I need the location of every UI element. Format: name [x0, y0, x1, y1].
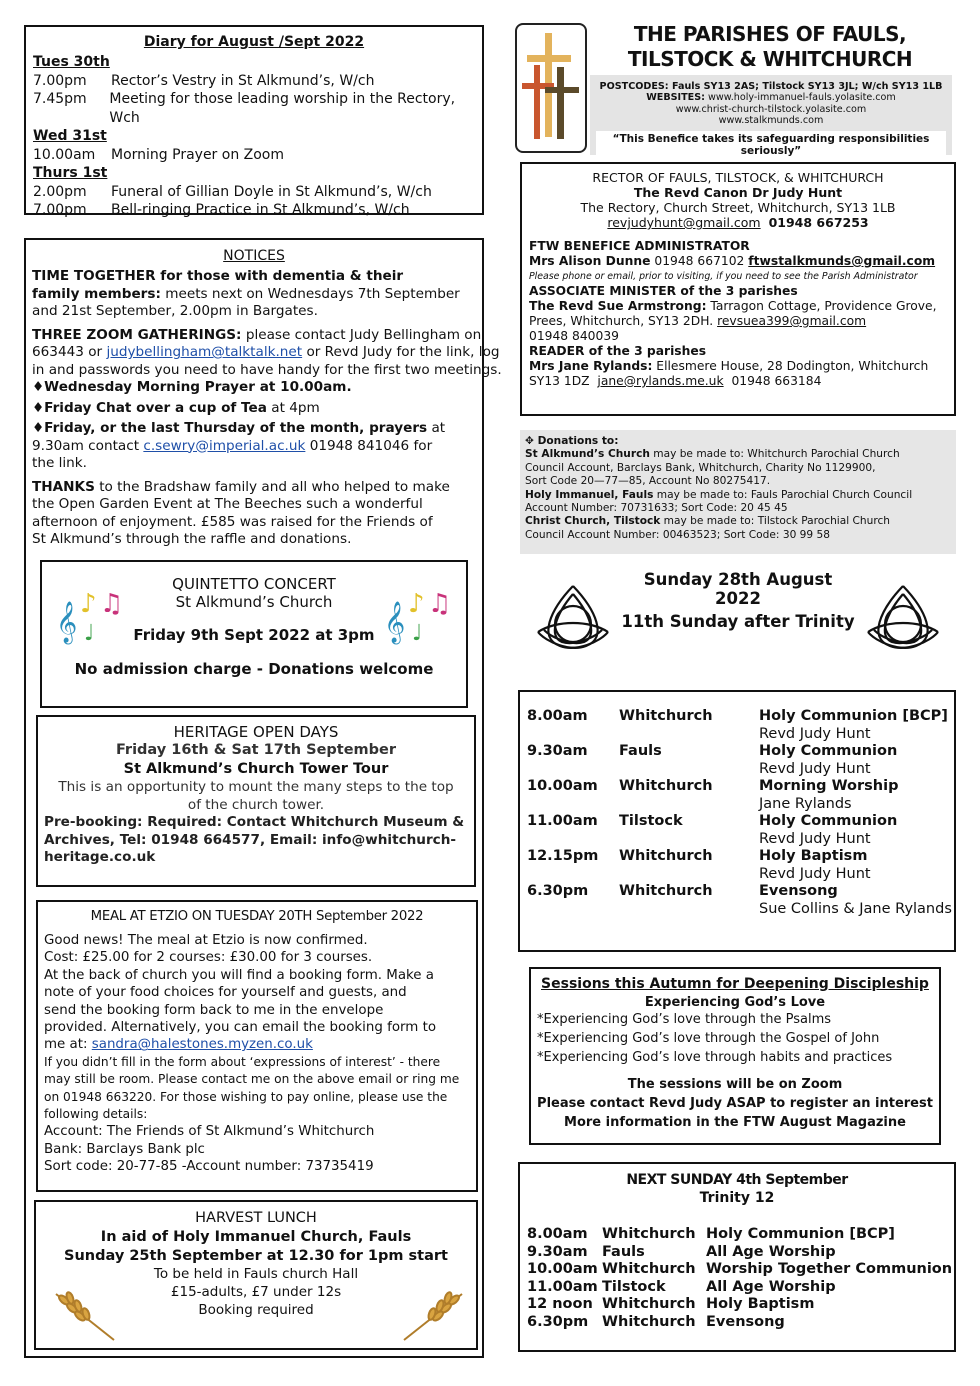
heritage-title: HERITAGE OPEN DAYS: [173, 723, 339, 741]
donations-line: Account Number: 70731633; Sort Code: 20 45 45: [525, 502, 788, 515]
meal-line: note of your food choices for yourself and guests, and: [44, 985, 407, 1001]
diary-entry: [33, 183, 482, 202]
harvest-box: [34, 1200, 478, 1350]
notice-line: the link.: [32, 455, 87, 471]
notice-text: at: [427, 420, 446, 436]
svg-text:♩: ♩: [412, 621, 423, 646]
websites-line: [590, 92, 952, 104]
notice-line: [32, 286, 502, 304]
church-name: Christ Church, Tilstock: [525, 515, 661, 528]
notice-text: at 10.00am.: [254, 379, 352, 395]
associate-address: Prees, Whitchurch, SY13 2DH.: [529, 314, 714, 328]
notice-line: TIME TOGETHER for those with dementia & their: [32, 268, 404, 284]
session-item: *Experiencing God’s love through habits and practices: [537, 1050, 893, 1065]
notice-line: afternoon of enjoyment. £585 was raised for the Friends of: [32, 513, 433, 530]
diamond-bullet-icon: ✥: [525, 435, 534, 447]
concert-title: QUINTETTO CONCERT: [172, 575, 336, 593]
meal-line: provided. Alternatively, you can email the booking form to: [44, 1020, 437, 1036]
diary-text: Morning Prayer on Zoom: [111, 146, 285, 163]
heritage-event: St Alkmund’s Church Tower Tour: [123, 761, 389, 777]
next-service-time: 8.00am: [527, 1226, 588, 1242]
service-leader: Sue Collins & Jane Rylands: [759, 900, 952, 917]
heritage-desc: of the church tower.: [187, 796, 325, 813]
notice-bold: ♦Wednesday Morning Prayer: [32, 379, 255, 395]
harvest-cause: In aid of Holy Immanuel Church, Fauls: [100, 1229, 412, 1245]
diary-text: Rector’s Vestry in St Alkmund’s, W/ch: [111, 72, 375, 89]
next-service-name: All Age Worship: [706, 1278, 836, 1295]
notice-line: the Open Garden Event at The Beeches such a wonderful: [32, 496, 423, 512]
svg-text:𝄞: 𝄞: [56, 602, 78, 643]
svg-text:♪: ♪: [80, 589, 97, 619]
church-name: St Alkmund’s Church: [525, 448, 650, 461]
notice-text: meets next on Wednesdays 7th September: [160, 285, 460, 302]
service-leader: Revd Judy Hunt: [759, 865, 871, 882]
admin-line: [529, 254, 954, 269]
next-service-name: Worship Together Communion: [706, 1261, 953, 1278]
svg-text:♫: ♫: [428, 589, 452, 619]
next-service-place: Tilstock: [602, 1278, 666, 1295]
meal-line: Sort code: 20-77-85 -Account number: 73735419: [44, 1159, 374, 1175]
donations-text: may be made to: Tilstock Parochial Church: [660, 515, 891, 528]
svg-text:♪: ♪: [408, 589, 425, 619]
crosses-logo-icon: [515, 23, 587, 153]
notice-text: 9.30am contact: [32, 437, 144, 454]
meal-box: [36, 900, 478, 1192]
reader-name: Mrs Jane Rylands:: [529, 359, 653, 373]
associate-name: The Revd Sue Armstrong:: [529, 299, 707, 313]
service-leader: Jane Rylands: [759, 795, 852, 812]
heritage-booking: Archives, Tel: 01948 664577, Email: info@whitchurch-: [44, 831, 457, 848]
reader-address: SY13 1DZ: [529, 374, 590, 388]
service-name: Evensong: [759, 883, 838, 899]
meal-line: At the back of church you will find a booking form. Make a: [44, 967, 435, 983]
concert-date: Friday 9th Sept 2022 at 3pm: [133, 626, 375, 644]
service-name: Holy Communion [BCP]: [759, 708, 948, 724]
diary-time: 10.00am: [33, 146, 96, 163]
diary-box: [24, 25, 484, 218]
service-row: [527, 708, 959, 726]
diary-day: Thurs 1st: [33, 165, 108, 181]
service-place: Whitchurch: [619, 848, 713, 864]
meal-line: Account: The Friends of St Alkmund’s Whitchurch: [44, 1124, 375, 1140]
svg-text:♩: ♩: [84, 621, 95, 646]
meal-line: If you didn’t fill in the form about ‘expressions of interest’ - there: [44, 1054, 441, 1069]
notice-text: 01948 841046 for: [305, 437, 433, 454]
next-service-name: Holy Communion [BCP]: [706, 1226, 895, 1242]
notice-line: in and passwords you need to have handy for the first two meetings.: [32, 361, 502, 378]
donations-line: Council Account Number: 00463523; Sort Code: 30 99 58: [525, 528, 831, 541]
sewry-email-link[interactable]: c.sewry@imperial.ac.uk: [143, 437, 306, 454]
notice-text: please contact Judy Bellingham on: [241, 326, 482, 343]
meal-line: Cost: £25.00 for 2 courses: £30.00 for 3 courses.: [44, 950, 373, 966]
sessions-box: [529, 967, 941, 1145]
associate-email-link[interactable]: revsuea399@gmail.com: [717, 314, 867, 328]
harvest-price: £15-adults, £7 under 12s: [170, 1284, 342, 1300]
header-title-line1: THE PARISHES OF FAULS,: [633, 22, 907, 46]
diary-time: 7.00pm: [33, 202, 87, 218]
notice-line: and 21st September, 2.00pm in Bargates.: [32, 303, 318, 319]
websites-label: WEBSITES:: [646, 92, 705, 103]
service-place: Whitchurch: [619, 778, 713, 794]
service-name: Holy Baptism: [759, 848, 868, 864]
safeguarding-statement: “This Benefice takes its safeguarding responsibilities seriously”: [596, 131, 946, 159]
donations-heading-text: Donations to:: [537, 435, 619, 447]
diary-list: [33, 53, 482, 220]
service-name: Holy Communion: [759, 813, 898, 829]
sessions-subtitle: Experiencing God’s Love: [644, 995, 826, 1010]
sessions-footer-line: More information in the FTW August Magazine: [564, 1115, 906, 1130]
service-row: [527, 883, 959, 901]
next-service-place: Whitchurch: [602, 1226, 696, 1242]
next-service-name: All Age Worship: [706, 1243, 836, 1260]
notice-line: [32, 344, 502, 362]
diary-day: Tues 30th: [33, 54, 110, 70]
next-service-time: 12 noon: [527, 1296, 593, 1313]
next-sunday-title: NEXT SUNDAY 4th September: [626, 1172, 848, 1188]
notice-line: [32, 438, 502, 456]
next-service-place: Fauls: [602, 1243, 645, 1260]
admin-phone: 01948 667102: [654, 254, 745, 268]
notice-line: [32, 400, 502, 418]
meal-line: may still be room. Please contact me on the above email or ring me: [44, 1072, 460, 1087]
diary-time: 7.45pm: [33, 91, 87, 107]
church-name: Holy Immanuel, Fauls: [525, 488, 654, 501]
service-leader: Revd Judy Hunt: [759, 830, 871, 847]
reader-heading: READER of the 3 parishes: [529, 344, 707, 358]
triquetra-icon: [530, 580, 616, 656]
service-row: [527, 778, 959, 796]
postcodes: POSTCODES: Fauls SY13 2AS; Tilstock SY13 3JL; W/ch SY13 1LB: [599, 81, 943, 92]
donations-line: [525, 515, 951, 528]
admin-email-link[interactable]: ftwstalkmunds@gmail.com: [748, 254, 936, 268]
heritage-desc: This is an opportunity to mount the many steps to the top: [58, 779, 454, 795]
diary-entry: [33, 201, 482, 220]
reader-email-link[interactable]: jane@rylands.me.uk: [597, 374, 724, 388]
concert-box: [40, 560, 468, 708]
notice-bold: ♦Friday Chat over a cup of Tea: [32, 399, 267, 416]
donations-text: may be made to: Whitchurch Parochial Church: [649, 448, 900, 461]
service-row: [527, 743, 959, 761]
sunday-name: 11th Sunday after Trinity: [621, 612, 855, 631]
associate-line: [529, 314, 954, 329]
harvest-title: HARVEST LUNCH: [195, 1210, 317, 1226]
donations-heading: [525, 435, 951, 448]
next-sunday-box: [518, 1162, 956, 1352]
service-leader: Revd Judy Hunt: [759, 760, 871, 777]
sessions-footer-line: The sessions will be on Zoom: [627, 1077, 843, 1092]
next-service-time: 11.00am: [527, 1278, 598, 1295]
diary-time: 7.00pm: [33, 72, 87, 89]
next-service-row: [527, 1314, 946, 1332]
wheat-icon: [398, 1284, 468, 1344]
rector-address: The Rectory, Church Street, Whitchurch, SY13 1LB: [580, 200, 896, 215]
notices-text: [32, 268, 502, 549]
service-name: Morning Worship: [759, 778, 899, 794]
heritage-dates: Friday 16th & Sat 17th September: [115, 742, 397, 758]
judy-bellingham-email-link[interactable]: judybellingham@talktalk.net: [106, 344, 303, 360]
rector-email-link[interactable]: revjudyhunt@gmail.com: [607, 215, 761, 230]
sessions-footer-line: Please contact Revd Judy ASAP to register an interest: [537, 1096, 933, 1111]
donations-text: may be made to: Fauls Parochial Church Council: [653, 488, 913, 501]
donations-panel: [520, 430, 956, 554]
header-title-line2: TILSTOCK & WHITCHURCH: [627, 47, 913, 71]
service-time: 12.15pm: [527, 848, 599, 864]
meal-line: on 01948 663220. For those wishing to pay online, please use the: [44, 1089, 448, 1104]
service-time: 10.00am: [527, 778, 598, 794]
notice-bold: THREE ZOOM GATHERINGS:: [32, 326, 242, 343]
svg-text:𝄞: 𝄞: [384, 602, 406, 643]
service-place: Whitchurch: [619, 708, 713, 724]
donations-line: [525, 489, 951, 502]
triquetra-icon: [860, 580, 946, 656]
associate-line: [529, 299, 954, 314]
rector-phone: 01948 667253: [768, 215, 869, 230]
notice-line: [32, 327, 502, 345]
admin-heading: FTW BENEFICE ADMINISTRATOR: [529, 239, 750, 253]
next-service-row: [527, 1226, 946, 1244]
meal-line: send the booking form back to me in the envelope: [44, 1002, 384, 1018]
diary-entry: [33, 72, 482, 91]
meal-text: [38, 932, 476, 1176]
diary-entry: [33, 90, 482, 127]
service-place: Fauls: [619, 743, 662, 759]
next-service-row: [527, 1279, 946, 1297]
service-leader: Revd Judy Hunt: [759, 725, 871, 742]
sessions-footer: [531, 1075, 939, 1132]
diary-text: Funeral of Gillian Doyle in St Alkmund’s, W/ch: [111, 183, 432, 200]
services-list: [527, 708, 959, 918]
notice-bold: family members:: [32, 285, 161, 302]
sunday-date: Sunday 28th August 2022: [643, 570, 833, 608]
next-service-name: Holy Baptism: [706, 1296, 815, 1313]
donations-line: [525, 448, 951, 461]
next-service-row: [527, 1261, 953, 1279]
next-service-time: 6.30pm: [527, 1313, 589, 1330]
sandra-email-link[interactable]: sandra@halestones.myzen.co.uk: [91, 1037, 313, 1053]
notice-bold: THANKS: [32, 478, 95, 495]
notice-text: at 4pm: [266, 399, 320, 416]
wheat-icon: [50, 1284, 120, 1344]
next-service-row: [527, 1296, 946, 1314]
notice-text: 663443 or: [32, 344, 107, 360]
donations-line: Council Account, Barclays Bank, Whitchurch, Charity No 1129900,: [525, 461, 876, 474]
heritage-box: [36, 715, 476, 887]
notices-title: NOTICES: [223, 248, 285, 264]
meal-line: [44, 1036, 476, 1053]
meal-line: following details:: [44, 1107, 148, 1122]
admin-note: Please phone or email, prior to visiting, if you need to see the Parish Administrator: [529, 271, 918, 282]
rector-heading: RECTOR OF FAULS, TILSTOCK, & WHITCHURCH: [592, 170, 884, 185]
diary-title: Diary for August /Sept 2022: [143, 34, 365, 50]
diary-time: 2.00pm: [33, 183, 87, 200]
concert-admission: No admission charge - Donations welcome: [74, 660, 434, 678]
associate-address: Tarragon Cottage, Providence Grove,: [706, 299, 937, 313]
notice-line: [32, 379, 502, 397]
service-row: [527, 813, 959, 831]
sessions-list: [531, 1010, 939, 1067]
website-link[interactable]: www.stalkmunds.com: [718, 115, 824, 126]
rector-contact: [522, 215, 954, 230]
next-service-place: Whitchurch: [602, 1313, 696, 1330]
heritage-booking: heritage.co.uk: [44, 849, 156, 865]
svg-text:♫: ♫: [100, 589, 124, 619]
next-services-list: [527, 1226, 953, 1332]
service-name: Holy Communion: [759, 743, 898, 759]
session-item: *Experiencing God’s love through the Gospel of John: [537, 1031, 880, 1046]
diary-text: Bell-ringing Practice in St Alkmund’s, W/ch: [111, 202, 410, 218]
concert-venue: St Alkmund’s Church: [175, 593, 333, 611]
service-time: 8.00am: [527, 708, 588, 724]
meal-line: Bank: Barclays Bank plc: [44, 1141, 205, 1157]
harvest-venue: To be held in Fauls church Hall: [153, 1266, 359, 1282]
harvest-date: Sunday 25th September at 12.30 for 1pm start: [64, 1248, 448, 1264]
notice-line: St Alkmund’s through the raffle and donations.: [32, 531, 352, 547]
heritage-booking: Pre-booking: Required: Contact Whitchurch Museum &: [44, 814, 465, 830]
website-link[interactable]: www.holy-immanuel-fauls.yolasite.com: [708, 92, 896, 103]
notice-line: [32, 479, 502, 497]
session-item: *Experiencing God’s love through the Psalms: [537, 1012, 832, 1027]
service-place: Tilstock: [619, 813, 683, 829]
diary-entry: [33, 146, 482, 165]
sessions-title: Sessions this Autumn for Deepening Discipleship: [541, 976, 929, 992]
notices-box: [24, 238, 502, 1358]
next-service-place: Whitchurch: [602, 1261, 696, 1278]
notice-text: or Revd Judy for the link, log: [302, 344, 500, 360]
service-time: 9.30am: [527, 743, 588, 759]
website-link[interactable]: www.christ-church-tilstock.yolasite.com: [675, 103, 867, 115]
associate-heading: ASSOCIATE MINISTER of the 3 parishes: [529, 284, 798, 298]
notice-line: [32, 420, 502, 438]
notice-text: to the Bradshaw family and all who helped to make: [94, 478, 450, 495]
meal-text-span: me at:: [44, 1037, 92, 1053]
header-info-panel: [590, 75, 952, 155]
next-service-name: Evensong: [706, 1313, 785, 1330]
next-sunday-subtitle: Trinity 12: [699, 1190, 775, 1206]
next-service-time: 10.00am: [527, 1261, 598, 1278]
diary-text: Meeting for those leading worship in the Rectory, Wch: [109, 91, 456, 126]
meal-title: MEAL AT ETZIO ON TUESDAY 20TH September 2022: [90, 909, 424, 924]
reader-line: [529, 359, 954, 374]
service-place: Whitchurch: [619, 883, 713, 899]
rector-name: The Revd Canon Dr Judy Hunt: [633, 185, 843, 200]
diary-day: Wed 31st: [33, 128, 107, 144]
service-time: 6.30pm: [527, 883, 589, 899]
sunday-services-box: [518, 690, 956, 952]
next-service-row: [527, 1244, 946, 1262]
reader-phone: 01948 663184: [731, 374, 822, 388]
admin-name: Mrs Alison Dunne: [529, 254, 651, 268]
associate-phone: 01948 840039: [529, 329, 619, 343]
next-service-time: 9.30am: [527, 1243, 588, 1260]
notice-bold: ♦Friday, or the last Thursday of the month, prayers: [32, 420, 428, 436]
service-row: [527, 848, 959, 866]
contacts-details: [522, 239, 954, 389]
donations-line: Sort Code 20—77—85, Account No 80275417.: [525, 475, 771, 488]
reader-address: Ellesmere House, 28 Dodington, Whitchurch: [652, 359, 929, 373]
harvest-booking: Booking required: [198, 1302, 314, 1318]
next-service-place: Whitchurch: [602, 1296, 696, 1313]
service-time: 11.00am: [527, 813, 598, 829]
reader-line: [529, 374, 954, 389]
contacts-box: [520, 162, 956, 416]
meal-line: Good news! The meal at Etzio is now confirmed.: [44, 933, 368, 948]
